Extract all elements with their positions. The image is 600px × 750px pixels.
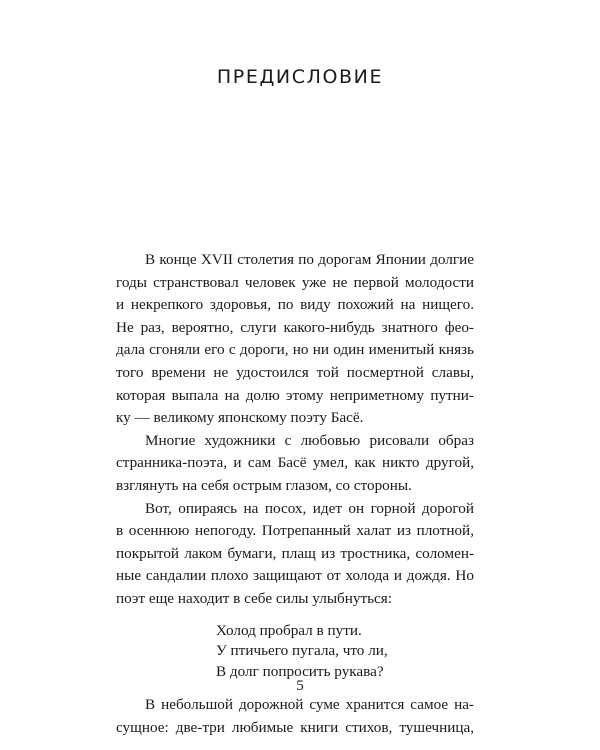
text-line: странника-поэта, и сам Басё умел, как никто другой, xyxy=(116,454,474,472)
paragraph-2 xyxy=(116,430,474,498)
haiku-line: Холод пробрал в пути. xyxy=(216,621,362,639)
text-line: того времени не удостоился той посмертной славы, xyxy=(116,363,474,381)
haiku-line: В долг попросить рукава? xyxy=(216,662,384,680)
paragraph-1 xyxy=(116,249,474,430)
page-number: 5 xyxy=(296,678,304,694)
text-line: покрытой лаком бумаги, плащ из тростника, соломен- xyxy=(116,544,474,562)
text-line: сущное: две-три любимые книги стихов, тушечница, xyxy=(116,718,474,736)
text-line: В конце XVII столетия по дорогам Японии долгие xyxy=(145,251,474,268)
body-text xyxy=(116,249,474,739)
text-line: взглянуть на себя острым глазом, со стороны. xyxy=(116,476,412,494)
text-line: Вот, опираясь на посох, идет он горной дорогой xyxy=(145,499,474,517)
paragraph-3 xyxy=(116,498,474,611)
text-line: ку — великому японскому поэту Басё. xyxy=(116,409,364,427)
text-line: Многие художники с любовью рисовали образ xyxy=(145,431,474,449)
chapter-title: ПРЕДИСЛОВИЕ xyxy=(216,66,384,88)
haiku-line: У птичьего пугала, что ли, xyxy=(216,642,388,659)
text-line: которая выпала на долю этому неприметному путни- xyxy=(116,386,474,404)
text-line: дала сгоняли его с дороги, но ни один именитый князь xyxy=(116,341,474,359)
haiku xyxy=(216,621,474,683)
text-line: поэт еще находит в себе силы улыбнуться: xyxy=(116,589,392,607)
text-line: ные сандалии плохо защищают от холода и дождя. Но xyxy=(116,567,474,585)
paragraph-4 xyxy=(116,694,474,739)
text-line: и некрепкого здоровья, по виду похожий на нищего. xyxy=(116,296,474,314)
text-line: годы странствовал человек уже не первой молодости xyxy=(116,273,474,291)
text-line: В небольшой дорожной суме хранится самое на- xyxy=(145,696,474,713)
text-line: в осеннюю непогоду. Потрепанный халат из плотной, xyxy=(116,522,474,540)
text-line: Не раз, вероятно, слуги какого-нибудь знатного фео- xyxy=(116,318,474,336)
